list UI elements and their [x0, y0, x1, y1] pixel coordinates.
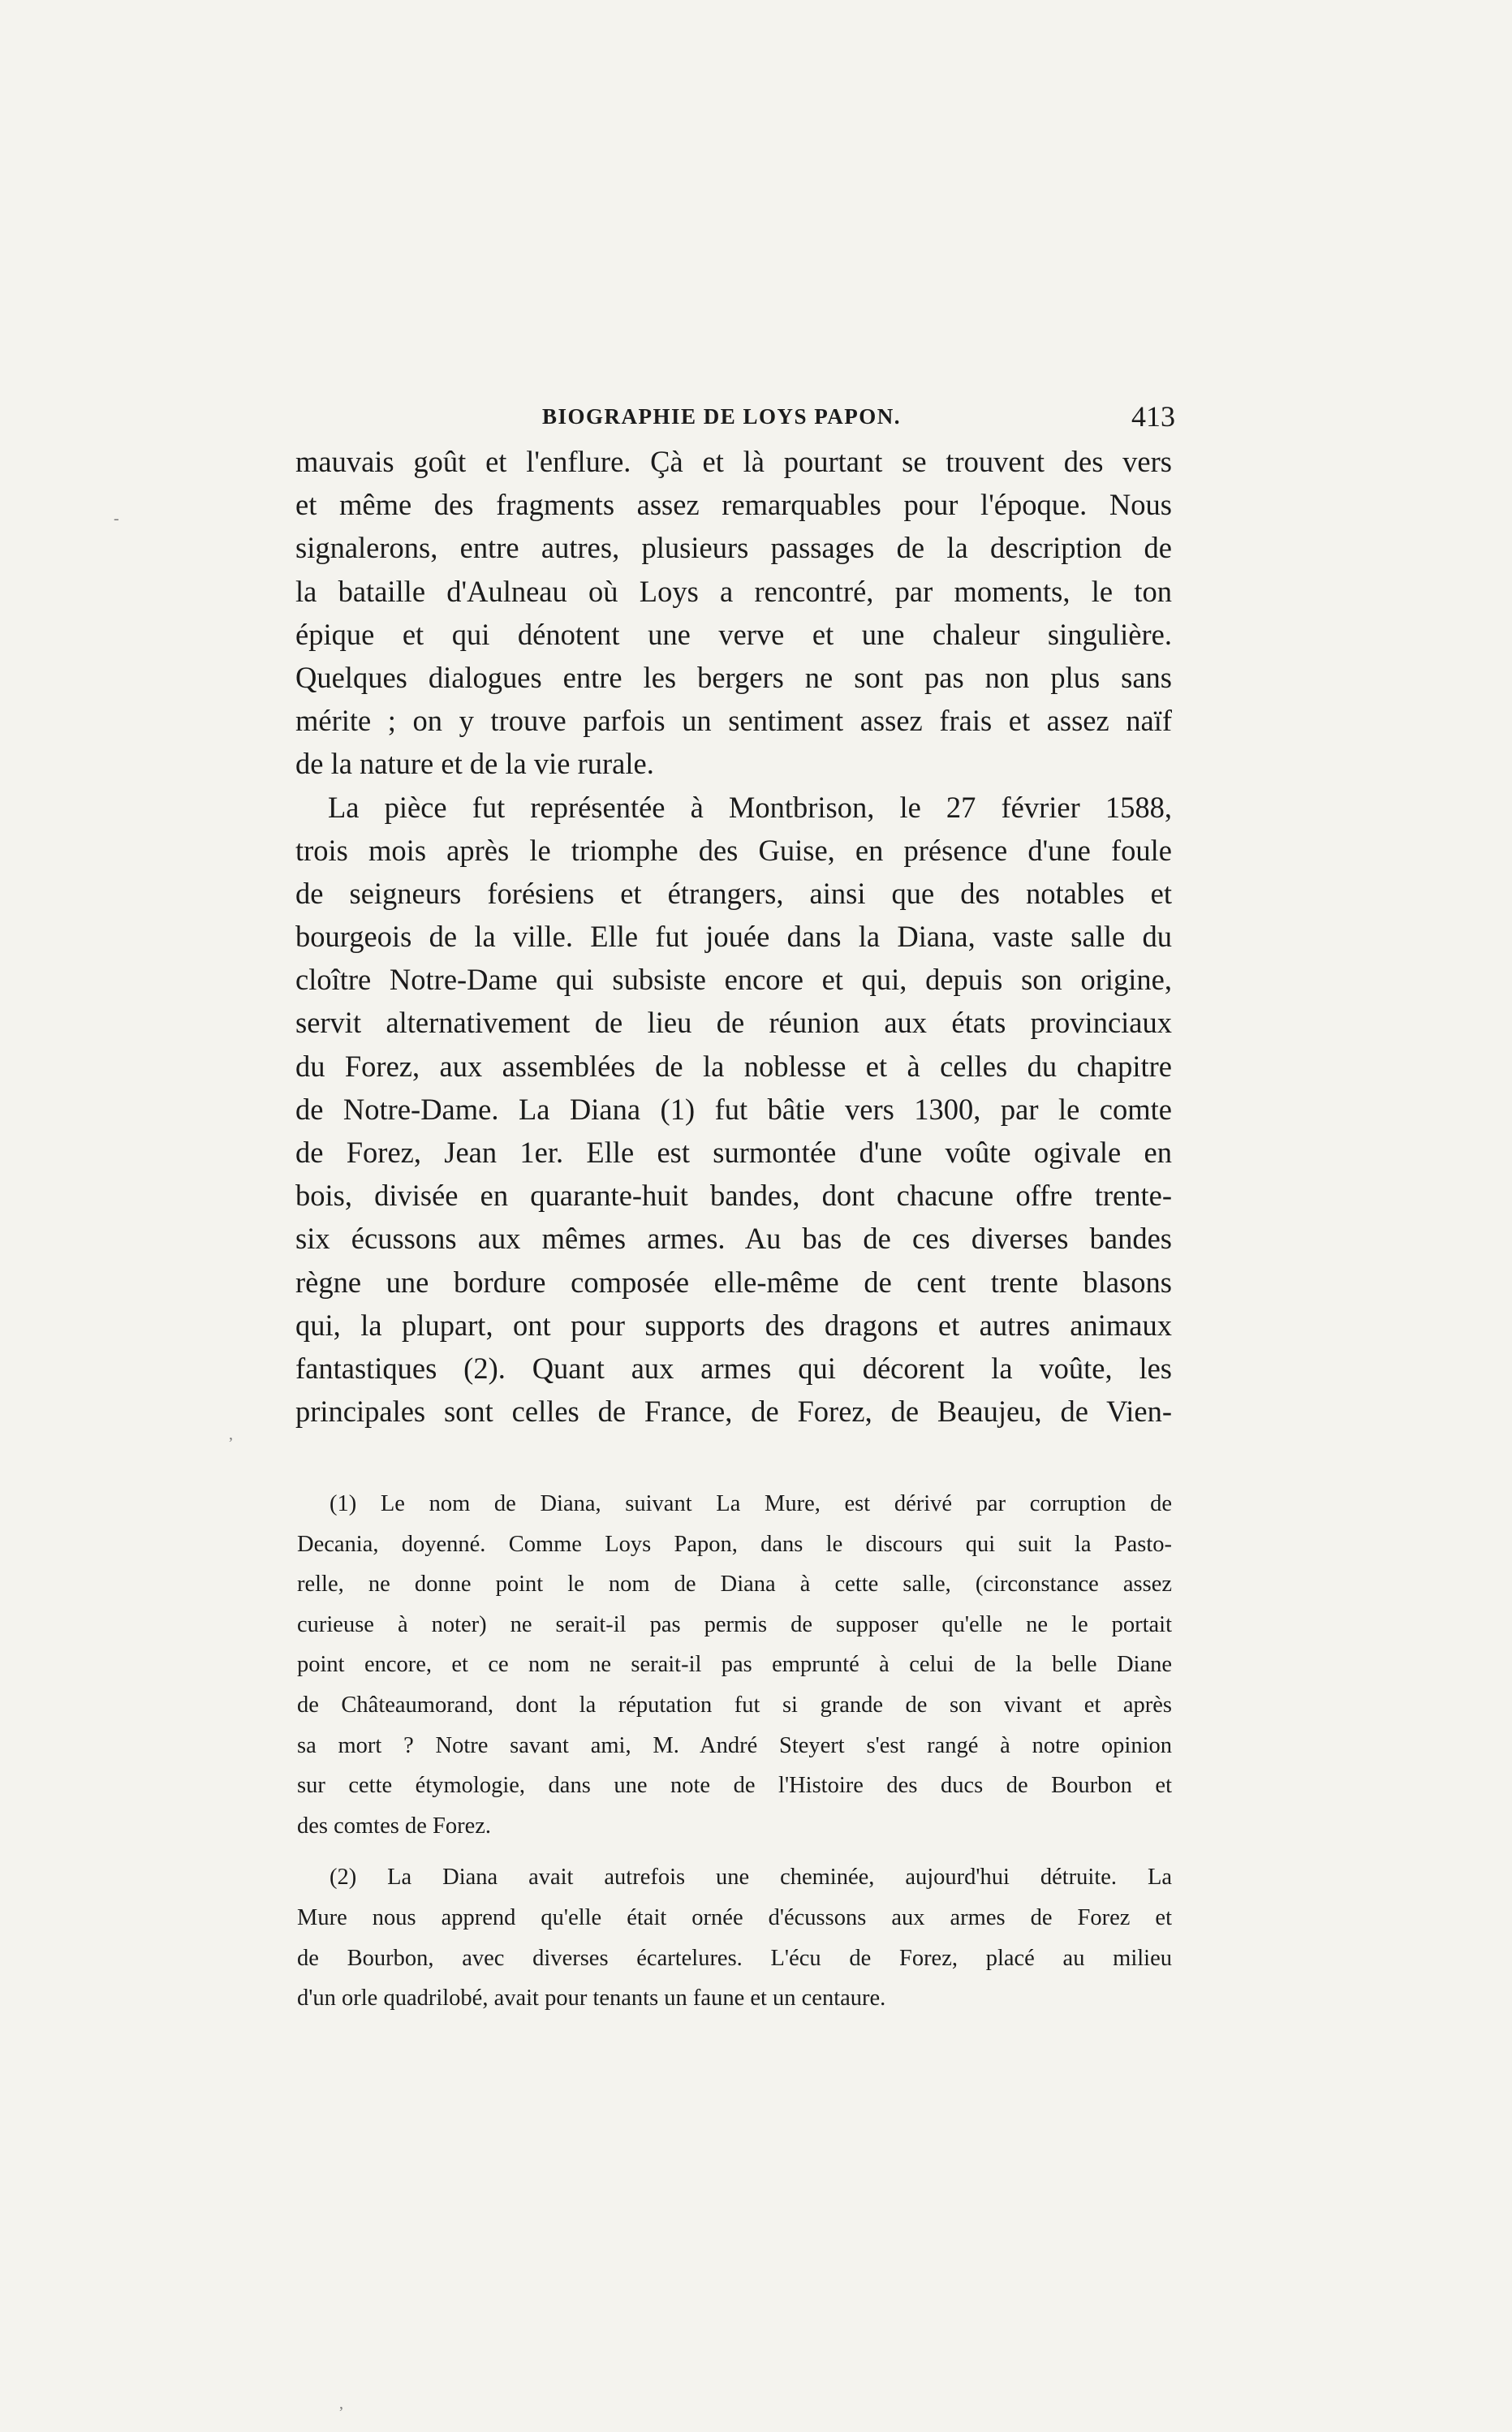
text-line: de Notre-Dame. La Diana (1) fut bâtie vers 1300, par le comte	[295, 1092, 1172, 1126]
margin-speck: ,	[229, 1425, 233, 1443]
running-head	[299, 398, 1175, 435]
text-line: mérite ; on y trouve parfois un sentiment assez frais et assez naïf	[295, 704, 1172, 738]
text-line: six écussons aux mêmes armes. Au bas de ces diverses bandes	[295, 1222, 1172, 1256]
footnote-line: point encore, et ce nom ne serait-il pas emprunté à celui de la belle Diane	[297, 1652, 1172, 1678]
text-line: qui, la plupart, ont pour supports des dragons et autres animaux	[295, 1308, 1172, 1342]
footnote-line: d'un orle quadrilobé, avait pour tenants un faune et un centaure.	[297, 1986, 886, 2012]
footnote-line: (1) Le nom de Diana, suivant La Mure, est dérivé par corruption de	[330, 1491, 1172, 1516]
text-line: bois, divisée en quarante-huit bandes, dont chacune offre trente-	[295, 1179, 1172, 1213]
footnote-line: des comtes de Forez.	[297, 1813, 492, 1839]
text-line: Quelques dialogues entre les bergers ne sont pas non plus sans	[295, 660, 1172, 694]
text-line: fantastiques (2). Quant aux armes qui décorent la voûte, les	[295, 1351, 1172, 1385]
text-line: La pièce fut représentée à Montbrison, le 27 février 1588,	[328, 790, 1172, 824]
margin-speck: ,	[339, 2395, 343, 2413]
footnote-line: sur cette étymologie, dans une note de l'Histoire des ducs de Bourbon et	[297, 1773, 1172, 1799]
text-line: cloître Notre-Dame qui subsiste encore et qui, depuis son origine,	[295, 963, 1172, 997]
footnote-line: de Bourbon, avec diverses écartelures. L'écu de Forez, placé au milieu	[297, 1945, 1172, 1971]
footnote-2	[297, 1857, 1172, 2018]
text-line: signalerons, entre autres, plusieurs passages de la description de	[295, 531, 1172, 565]
footnote-line: Mure nous apprend qu'elle était ornée d'écussons aux armes de Forez et	[297, 1904, 1172, 1930]
margin-speck: -	[114, 510, 119, 528]
page-number: 413	[1131, 400, 1175, 433]
text-line: règne une bordure composée elle-même de cent trente blasons	[295, 1265, 1172, 1299]
text-line: trois mois après le triomphe des Guise, en présence d'une foule	[295, 833, 1172, 867]
footnote-line: Decania, doyenné. Comme Loys Papon, dans le discours qui suit la Pasto-	[297, 1531, 1172, 1557]
footnotes	[297, 1484, 1172, 2019]
footnote-line: sa mort ? Notre savant ami, M. André Steyert s'est rangé à notre opinion	[297, 1732, 1172, 1758]
text-line: la bataille d'Aulneau où Loys a rencontré, par moments, le ton	[295, 574, 1172, 608]
footnote-line: de Châteaumorand, dont la réputation fut si grande de son vivant et après	[297, 1692, 1172, 1718]
text-line: mauvais goût et l'enflure. Çà et là pourtant se trouvent des vers	[295, 445, 1172, 478]
text-line: de seigneurs forésiens et étrangers, ainsi que des notables et	[295, 876, 1172, 910]
text-line: de la nature et de la vie rurale.	[295, 747, 654, 781]
footnote-1	[297, 1484, 1172, 1846]
text-line: bourgeois de la ville. Elle fut jouée dans la Diana, vaste salle du	[295, 920, 1172, 954]
footnote-line: relle, ne donne point le nom de Diana à cette salle, (circonstance assez	[297, 1572, 1172, 1598]
text-line: principales sont celles de France, de Forez, de Beaujeu, de Vien-	[295, 1395, 1172, 1429]
footnote-gap	[297, 1846, 1172, 1857]
footnote-line: (2) La Diana avait autrefois une cheminée, aujourd'hui détruite. La	[330, 1865, 1172, 1891]
main-text	[295, 440, 1172, 1433]
running-title: BIOGRAPHIE DE LOYS PAPON.	[542, 404, 902, 429]
footnote-line: curieuse à noter) ne serait-il pas permis de supposer qu'elle ne le portait	[297, 1611, 1172, 1637]
text-line: épique et qui dénotent une verve et une chaleur singulière.	[295, 617, 1172, 651]
text-line: de Forez, Jean 1er. Elle est surmontée d'une voûte ogivale en	[295, 1136, 1172, 1169]
text-line: du Forez, aux assemblées de la noblesse et à celles du chapitre	[295, 1049, 1172, 1083]
text-line: servit alternativement de lieu de réunion aux états provinciaux	[295, 1006, 1172, 1040]
text-line: et même des fragments assez remarquables pour l'époque. Nous	[295, 488, 1172, 522]
